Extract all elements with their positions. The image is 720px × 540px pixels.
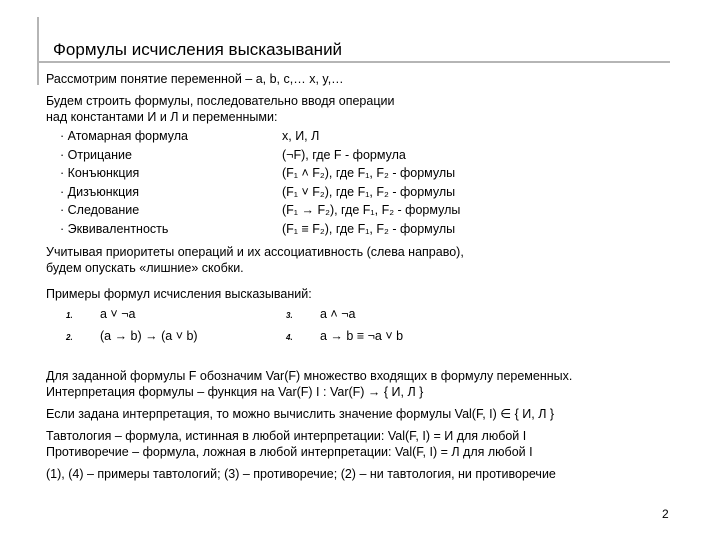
examples-grid <box>46 306 686 346</box>
operation-name: · Следование <box>60 203 140 217</box>
operation-name: · Конъюнкция <box>60 166 140 180</box>
conclusion-text: (1), (4) – примеры тавтологий; (3) – противоречие; (2) – ни тавтология, ни противоречие <box>46 467 556 481</box>
intro-text: Рассмотрим понятие переменной – a, b, c,… x, y,… <box>46 72 344 86</box>
operation-row <box>46 164 686 183</box>
contradiction-line: Противоречие – формула, ложная в любой интерпретации: Val(F, I) = Л для любой I <box>46 445 533 459</box>
operation-name: · Дизъюнкция <box>60 184 140 199</box>
var-line-1: Для заданной формулы F обозначим Var(F) множество входящих в формулу переменных. <box>46 369 573 383</box>
build-line-2: над константами И и Л и переменными: <box>46 110 278 124</box>
operations-list <box>46 127 686 238</box>
var-paragraph <box>46 368 686 400</box>
build-line-1: Будем строить формулы, последовательно вводя операции <box>46 94 395 108</box>
priority-line-1: Учитывая приоритеты операций и их ассоциативность (слева направо), <box>46 245 464 259</box>
example-formula: a ˄ ¬a <box>320 307 356 321</box>
example-item <box>46 306 266 324</box>
slide-body <box>46 71 686 488</box>
slide-title: Формулы исчисления высказываний <box>53 40 343 59</box>
operation-definition: (F₁ ˅ F₂), где F₁, F₂ - формулы <box>282 184 456 199</box>
decorative-vertical-line <box>37 17 39 85</box>
operation-row <box>46 220 686 239</box>
var-line-2: Интерпретация формулы – функция на Var(F) I : Var(F) → { И, Л } <box>46 385 424 399</box>
tautology-line: Тавтология – формула, истинная в любой интерпретации: Val(F, I) = И для любой I <box>46 429 527 443</box>
example-number: 1. <box>66 311 73 320</box>
example-item <box>46 328 266 346</box>
page-number: 2 <box>662 507 669 521</box>
operation-name: · Атомарная формула <box>60 129 188 143</box>
operation-definition: (F₁ ˄ F₂), где F₁, F₂ - формулы <box>282 166 456 180</box>
examples-header: Примеры формул исчисления высказываний: <box>46 287 312 301</box>
operation-definition: x, И, Л <box>282 129 320 143</box>
example-number: 3. <box>286 311 293 320</box>
operation-definition: (F₁ ≡ F₂), где F₁, F₂ - формулы <box>282 221 456 236</box>
example-item <box>266 306 686 324</box>
example-formula: a → b ≡ ¬a ˅ b <box>320 329 404 343</box>
operation-row <box>46 146 686 165</box>
example-item <box>266 328 686 346</box>
priority-line-2: будем опускать «лишние» скобки. <box>46 261 244 275</box>
example-number: 2. <box>66 333 73 342</box>
priority-paragraph <box>46 244 686 276</box>
operation-definition: (F₁ → F₂), где F₁, F₂ - формулы <box>282 203 461 217</box>
eval-text: Если задана интерпретация, то можно вычислить значение формулы Val(F, I) ∈ { И, Л } <box>46 407 555 421</box>
example-formula: a ˅ ¬a <box>100 307 136 321</box>
decorative-horizontal-line <box>37 61 670 63</box>
operation-row <box>46 183 686 202</box>
example-formula: (a → b) → (a ˅ b) <box>100 329 198 343</box>
example-number: 4. <box>286 333 293 342</box>
operation-name: · Эквивалентность <box>60 221 169 236</box>
build-paragraph <box>46 93 686 125</box>
operation-definition: (¬F), где F - формула <box>282 147 406 162</box>
operation-row <box>46 201 686 220</box>
operation-row <box>46 127 686 146</box>
operation-name: · Отрицание <box>60 147 132 162</box>
tautology-paragraph <box>46 428 686 460</box>
